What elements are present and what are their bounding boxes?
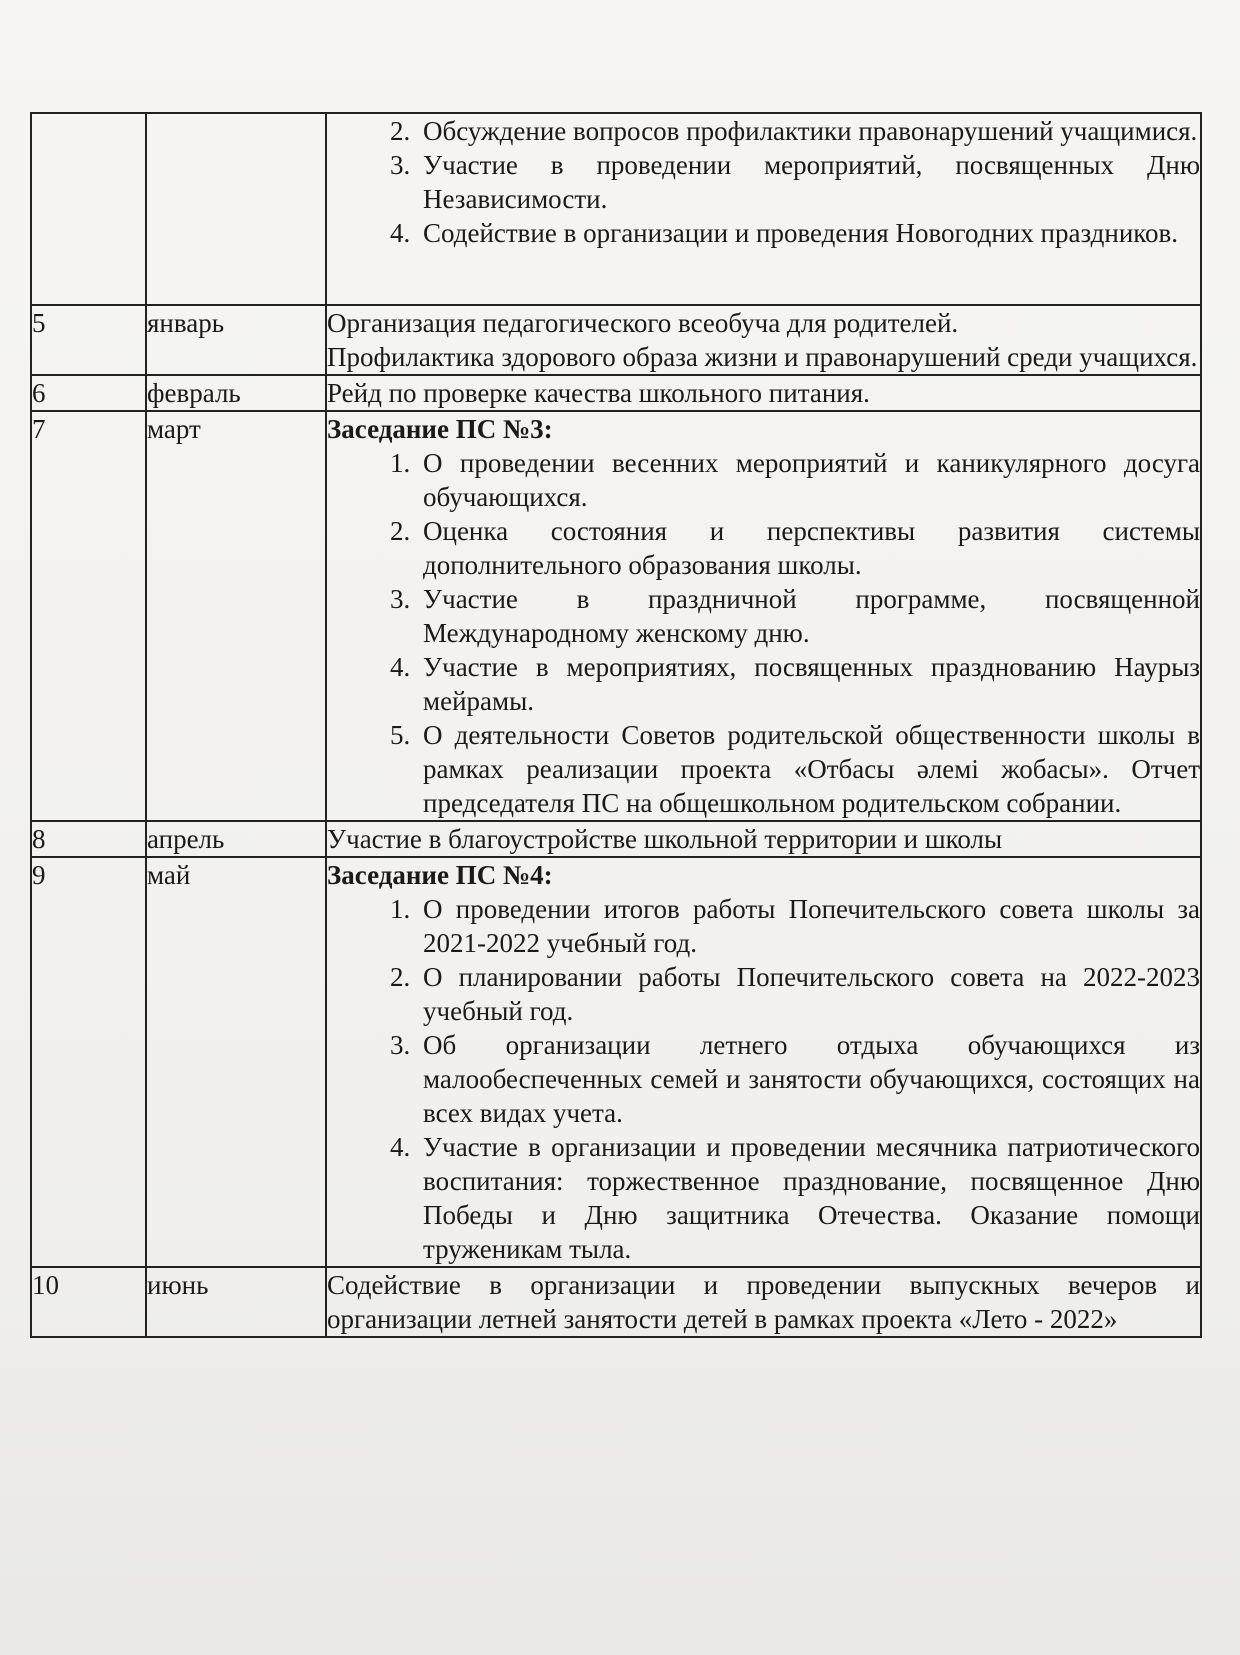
agenda-list [327, 446, 1200, 820]
list-item: 1. О проведении итогов работы Попечительского совета школы за 2021-2022 учебный год. [417, 892, 1200, 960]
month-cell [146, 113, 326, 305]
table-row [31, 857, 1201, 1267]
content-paragraph: Участие в благоустройстве школьной территории и школы [327, 824, 1003, 854]
work-plan-table [30, 112, 1202, 1338]
table-row [31, 1267, 1201, 1337]
table-row [31, 411, 1201, 821]
content-paragraph: Рейд по проверке качества школьного питания. [327, 378, 870, 408]
table-row [31, 821, 1201, 857]
list-item: 4. Участие в мероприятиях, посвященных празднованию Наурыз мейрамы. [417, 650, 1200, 718]
row-number-cell: 9 [31, 857, 146, 1267]
month-cell: март [146, 411, 326, 821]
month-cell: июнь [146, 1267, 326, 1337]
row-number-cell [31, 113, 146, 305]
meeting-heading: Заседание ПС №3: [327, 414, 553, 444]
list-item: 4. Участие в организации и проведении месячника патриотического воспитания: торжественное празднование, посвященное Дню Победы и Дню защитника Отечества. Оказание помощи труженикам тыла. [417, 1130, 1200, 1266]
content-cell [326, 411, 1201, 821]
list-item: 5. О деятельности Советов родительской общественности школы в рамках реализации проекта «Отбасы әлемі жобасы». Отчет председателя ПС на общешкольном родительском собрании. [417, 718, 1200, 820]
list-item: 4. Содействие в организации и проведения Новогодних праздников. [417, 216, 1200, 250]
list-item: 2. О планировании работы Попечительского совета на 2022-2023 учебный год. [417, 960, 1200, 1028]
row-number-cell: 5 [31, 305, 146, 375]
content-cell [326, 375, 1201, 411]
list-item: 3. Об организации летнего отдыха обучающихся из малообеспеченных семей и занятости обучающихся, состоящих на всех видах учета. [417, 1028, 1200, 1130]
list-item: 2. Обсуждение вопросов профилактики правонарушений учащимися. [417, 114, 1200, 148]
row-number-cell: 8 [31, 821, 146, 857]
row-number-cell: 6 [31, 375, 146, 411]
table-row [31, 113, 1201, 305]
content-cell [326, 1267, 1201, 1337]
month-cell: февраль [146, 375, 326, 411]
content-paragraph: Содействие в организации и проведении выпускных вечеров и организации летней занятости детей в рамках проекта «Лето - 2022» [327, 1270, 1200, 1334]
row-number-cell: 7 [31, 411, 146, 821]
month-cell: май [146, 857, 326, 1267]
row-number-cell: 10 [31, 1267, 146, 1337]
agenda-list [327, 892, 1200, 1266]
month-cell: январь [146, 305, 326, 375]
month-cell: апрель [146, 821, 326, 857]
table-row [31, 375, 1201, 411]
content-paragraph: Организация педагогического всеобуча для родителей. [327, 308, 959, 338]
agenda-list [327, 114, 1200, 250]
table-row [31, 305, 1201, 375]
content-cell [326, 821, 1201, 857]
content-paragraph: Профилактика здорового образа жизни и правонарушений среди учащихся. [327, 342, 1198, 372]
meeting-heading: Заседание ПС №4: [327, 860, 553, 890]
list-item: 2. Оценка состояния и перспективы развития системы дополнительного образования школы. [417, 514, 1200, 582]
list-item: 3. Участие в проведении мероприятий, посвященных Дню Независимости. [417, 148, 1200, 216]
list-item: 3. Участие в праздничной программе, посвященной Международному женскому дню. [417, 582, 1200, 650]
content-cell [326, 113, 1201, 305]
list-item: 1. О проведении весенних мероприятий и каникулярного досуга обучающихся. [417, 446, 1200, 514]
content-cell [326, 305, 1201, 375]
content-cell [326, 857, 1201, 1267]
